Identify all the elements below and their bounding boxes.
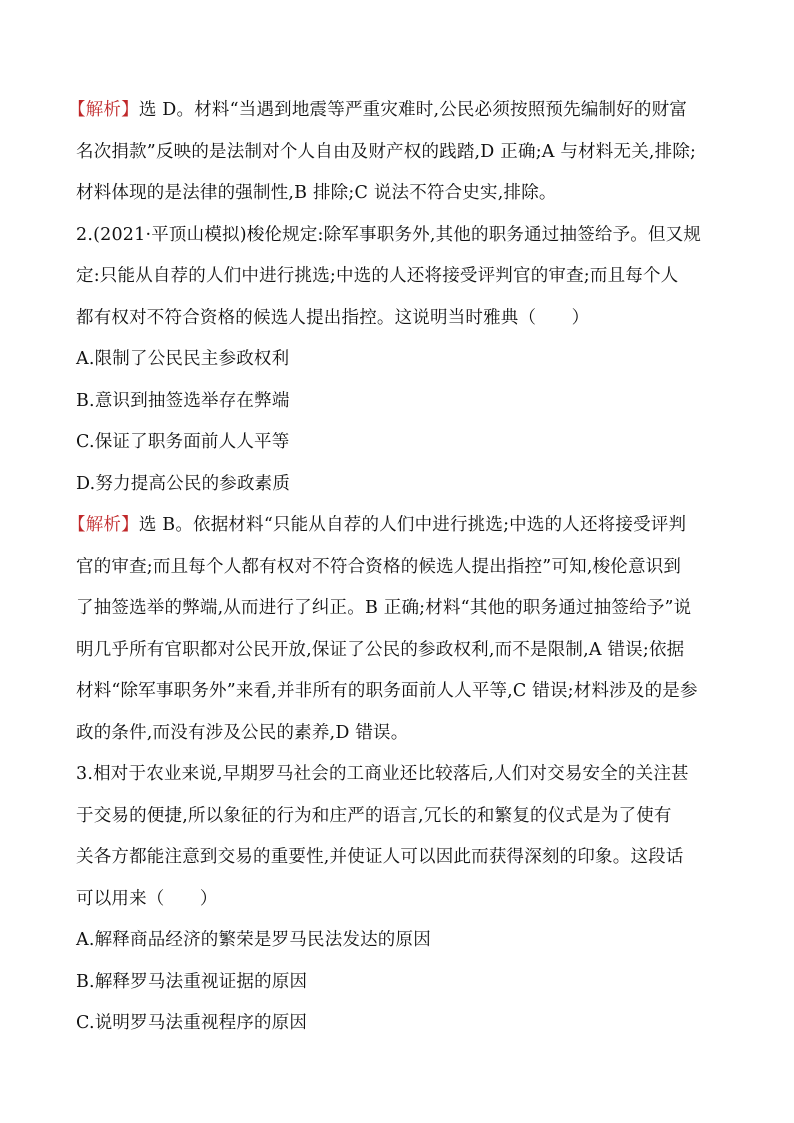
explanation-line: 政的条件,而没有涉及公民的素养,D 错误。 <box>76 722 409 743</box>
explanation-line: 明几乎所有官职都对公民开放,保证了公民的参政权利,而不是限制,A 错误;依据 <box>76 639 685 660</box>
question-stem-line: 于交易的便捷,所以象征的行为和庄严的语言,冗长的和繁复的仪式是为了使有 <box>76 805 672 826</box>
explanation-line: 了抽签选举的弊端,从而进行了纠正。B 正确;材料“其他的职务通过抽签给予”说 <box>76 598 692 618</box>
explanation-line: 官的审查;而且每个人都有权对不符合资格的候选人提出指控”可知,梭伦意识到 <box>76 556 682 577</box>
question-stem-line: 可以用来（ ） <box>76 888 218 909</box>
question-stem-line: 关各方都能注意到交易的重要性,并使证人可以因此而获得深刻的印象。这段话 <box>76 847 684 867</box>
answer-option-c: C.说明罗马法重视程序的原因 <box>76 1013 308 1033</box>
explanation-line: 名次捐款”反映的是法制对个人自由及财产权的践踏,D 正确;A 与材料无关,排除; <box>76 141 697 162</box>
answer-option-b: B.意识到抽签选举存在弊端 <box>76 390 290 411</box>
document-page <box>68 96 720 1037</box>
explanation-line: 【解析】选 B。依据材料“只能从自荐的人们中进行挑选;中选的人还将接受评判 <box>68 515 687 535</box>
explanation-block-2 <box>68 511 720 747</box>
explanation-block-1 <box>68 96 720 207</box>
question-block-2 <box>76 221 720 498</box>
answer-option-b: B.解释罗马法重视证据的原因 <box>76 971 308 992</box>
question-stem-line: 3.相对于农业来说,早期罗马社会的工商业还比较落后,人们对交易安全的关注甚 <box>76 764 689 784</box>
explanation-line: 材料体现的是法律的强制性,B 排除;C 说法不符合史实,排除。 <box>76 183 557 203</box>
explanation-tag: 【解析】 <box>68 100 139 120</box>
answer-option-a: A.解释商品经济的繁荣是罗马民法发达的原因 <box>76 930 431 950</box>
question-stem-line: 都有权对不符合资格的候选人提出指控。这说明当时雅典（ ） <box>76 307 590 328</box>
question-stem-line: 2.(2021·平顶山模拟)梭伦规定:除军事职务外,其他的职务通过抽签给予。但又规 <box>76 224 702 245</box>
question-stem-line: 定:只能从自荐的人们中进行挑选;中选的人还将接受评判官的审查;而且每个人 <box>76 266 679 286</box>
explanation-line: 【解析】选 D。材料“当遇到地震等严重灾难时,公民必须按照预先编制好的财富 <box>68 100 688 120</box>
question-block-3 <box>76 760 720 1037</box>
answer-option-d: D.努力提高公民的参政素质 <box>76 473 291 494</box>
answer-option-c: C.保证了职务面前人人平等 <box>76 432 290 452</box>
explanation-tag: 【解析】 <box>68 515 139 535</box>
answer-option-a: A.限制了公民民主参政权利 <box>76 349 290 369</box>
explanation-line: 材料“除军事职务外”来看,并非所有的职务面前人人平等,C 错误;材料涉及的是参 <box>76 681 698 701</box>
